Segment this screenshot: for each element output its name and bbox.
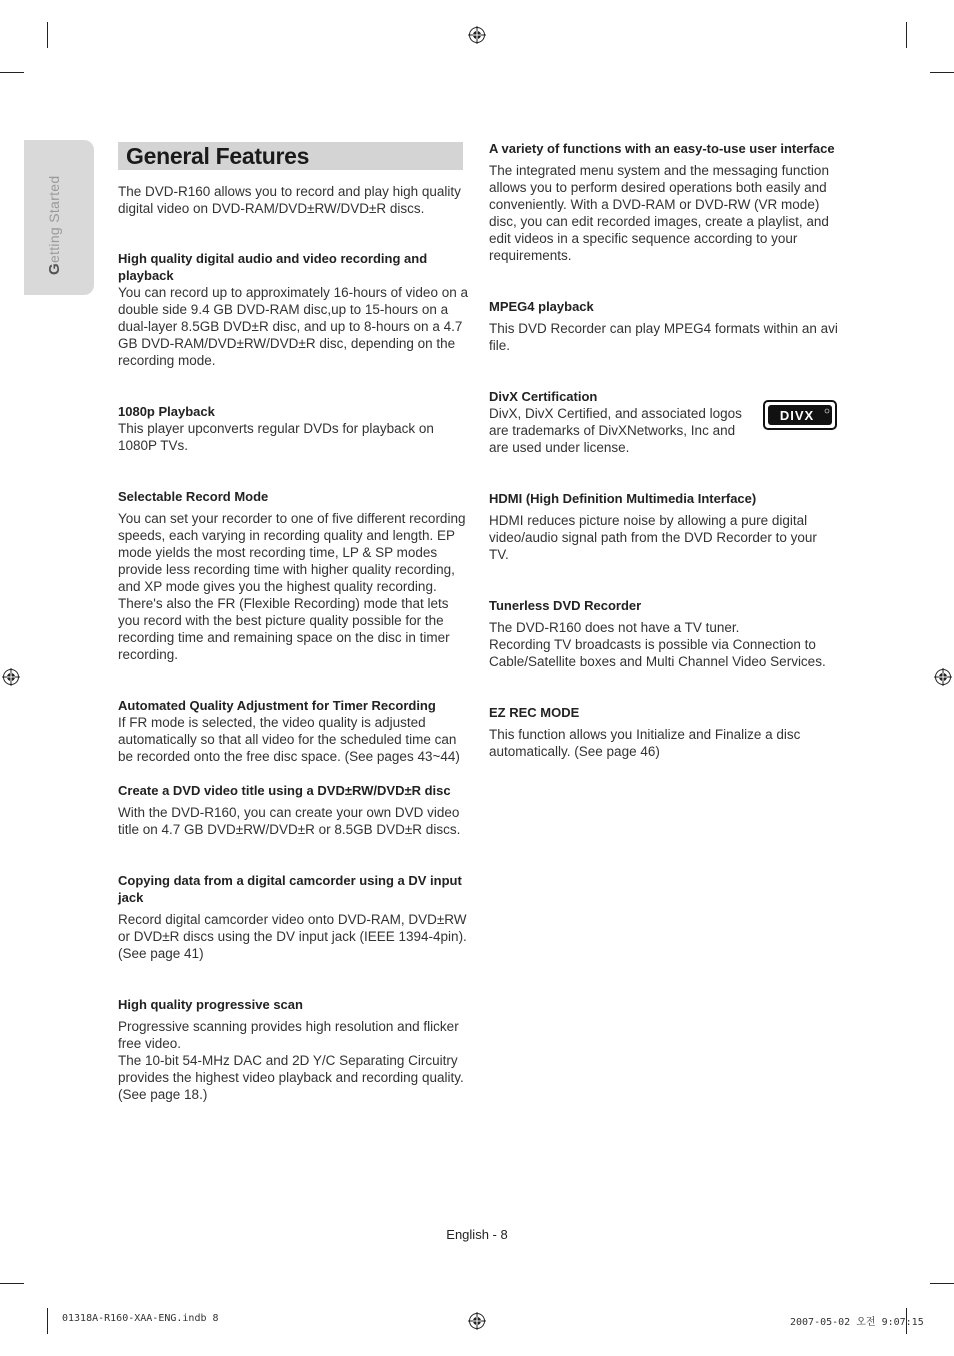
feature-heading: A variety of functions with an easy-to-use user interface [489, 141, 835, 156]
feature-section [118, 250, 468, 369]
crop-mark [906, 22, 907, 48]
registration-mark-icon [468, 1312, 486, 1330]
feature-heading: DivX Certification [489, 389, 598, 404]
feature-section [118, 403, 468, 454]
feature-heading: Tunerless DVD Recorder [489, 598, 642, 613]
feature-body: HDMI reduces picture noise by allowing a pure digital video/audio signal path from the DVD Recorder to your TV. [489, 513, 817, 562]
feature-body: The DVD-R160 does not have a TV tuner. [489, 620, 740, 635]
left-column [118, 183, 468, 1103]
feature-section [489, 388, 839, 456]
feature-body: The integrated menu system and the messaging function allows you to perform desired operations both easily and conveniently. With a DVD-RAM or DVD-RW (VR mode) disc, you can edit recorded images, create a playlist, and edit videos in a specific sequence according to your requirements. [489, 163, 829, 263]
feature-section [118, 782, 468, 838]
feature-body: Progressive scanning provides high resolution and flicker free video. [118, 1019, 459, 1051]
feature-section [489, 597, 839, 670]
registration-mark-icon [2, 668, 20, 686]
crop-mark [47, 22, 48, 48]
feature-heading: High quality progressive scan [118, 997, 303, 1012]
feature-body: This function allows you Initialize and Finalize a disc automatically. (See page 46) [489, 727, 801, 759]
feature-heading: High quality digital audio and video recording and playback [118, 251, 428, 283]
feature-body: This DVD Recorder can play MPEG4 formats within an avi file. [489, 321, 838, 353]
divx-logo-icon [763, 400, 837, 430]
feature-section [118, 697, 468, 765]
feature-section [489, 140, 839, 264]
feature-heading: Copying data from a digital camcorder using a DV input jack [118, 873, 462, 905]
registration-mark-icon [468, 26, 486, 44]
feature-body: You can set your recorder to one of five different recording speeds, each varying in recording quality and length. EP mode yields the most recording time, LP & SP modes provide less recording time with higher quality recording, and XP mode gives you the highest quality recording. There's also the FR (Flexible Recording) mode that lets you record with the best picture quality possible for the recording time and remaining space on the disc in timer recording. [118, 511, 466, 662]
registration-mark-icon [934, 668, 952, 686]
feature-section [489, 490, 839, 563]
chapter-side-label: Getting Started [46, 175, 63, 275]
print-slug-file: 01318A-R160-XAA-ENG.indb 8 [62, 1313, 219, 1324]
feature-section [118, 488, 468, 663]
feature-heading: HDMI (High Definition Multimedia Interface) [489, 491, 757, 506]
feature-body: With the DVD-R160, you can create your own DVD video title on 4.7 GB DVD±RW/DVD±R or 8.5GB DVD±R discs. [118, 805, 461, 837]
feature-heading: Selectable Record Mode [118, 489, 269, 504]
feature-heading: MPEG4 playback [489, 299, 594, 314]
page-number: English - 8 [446, 1227, 508, 1242]
feature-body: This player upconverts regular DVDs for playback on 1080P TVs. [118, 421, 434, 453]
crop-mark [47, 1308, 48, 1334]
feature-body: Record digital camcorder video onto DVD-RAM, DVD±RW or DVD±R discs using the DV input jack (IEEE 1394-4pin). (See page 41) [118, 912, 467, 961]
intro-paragraph: The DVD-R160 allows you to record and play high quality digital video on DVD-RAM/DVD±RW/DVD±R discs. [118, 184, 461, 216]
crop-mark [0, 72, 24, 73]
feature-section [489, 298, 839, 354]
page-title: General Features [126, 143, 310, 169]
divx-logo-text: DIVX [779, 408, 815, 423]
feature-heading: Create a DVD video title using a DVD±RW/DVD±R disc [118, 783, 451, 798]
crop-mark [0, 1283, 24, 1284]
crop-mark [930, 1283, 954, 1284]
feature-heading: 1080p Playback [118, 404, 215, 419]
crop-mark [930, 72, 954, 73]
feature-body: The 10-bit 54-MHz DAC and 2D Y/C Separating Circuitry provides the highest video playback and recording quality. (See page 18.) [118, 1053, 464, 1102]
feature-section [118, 996, 468, 1103]
feature-body: If FR mode is selected, the video quality is adjusted automatically so that all video for the scheduled time can be recorded onto the free disc space. (See pages 43~44) [118, 715, 460, 764]
feature-body: Recording TV broadcasts is possible via Connection to Cable/Satellite boxes and Multi Channel Video Services. [489, 637, 826, 669]
feature-heading: EZ REC MODE [489, 705, 580, 720]
feature-section [489, 704, 839, 760]
print-slug-date: 2007-05-02 오전 9:07:15 [790, 1317, 924, 1328]
feature-body: DivX, DivX Certified, and associated logos are trademarks of DivXNetworks, Inc and are used under license. [489, 406, 742, 455]
feature-section [118, 872, 468, 962]
right-column [489, 140, 839, 760]
feature-body: You can record up to approximately 16-hours of video on a double side 9.4 GB DVD-RAM disc,up to 15-hours on a dual-layer 8.5GB DVD±R disc, and up to 8-hours on a 4.7 GB DVD-RAM/DVD±RW/DVD±R disc, depending on the recording mode. [118, 285, 468, 368]
page-title-bar [118, 142, 463, 170]
feature-heading: Automated Quality Adjustment for Timer Recording [118, 698, 436, 713]
